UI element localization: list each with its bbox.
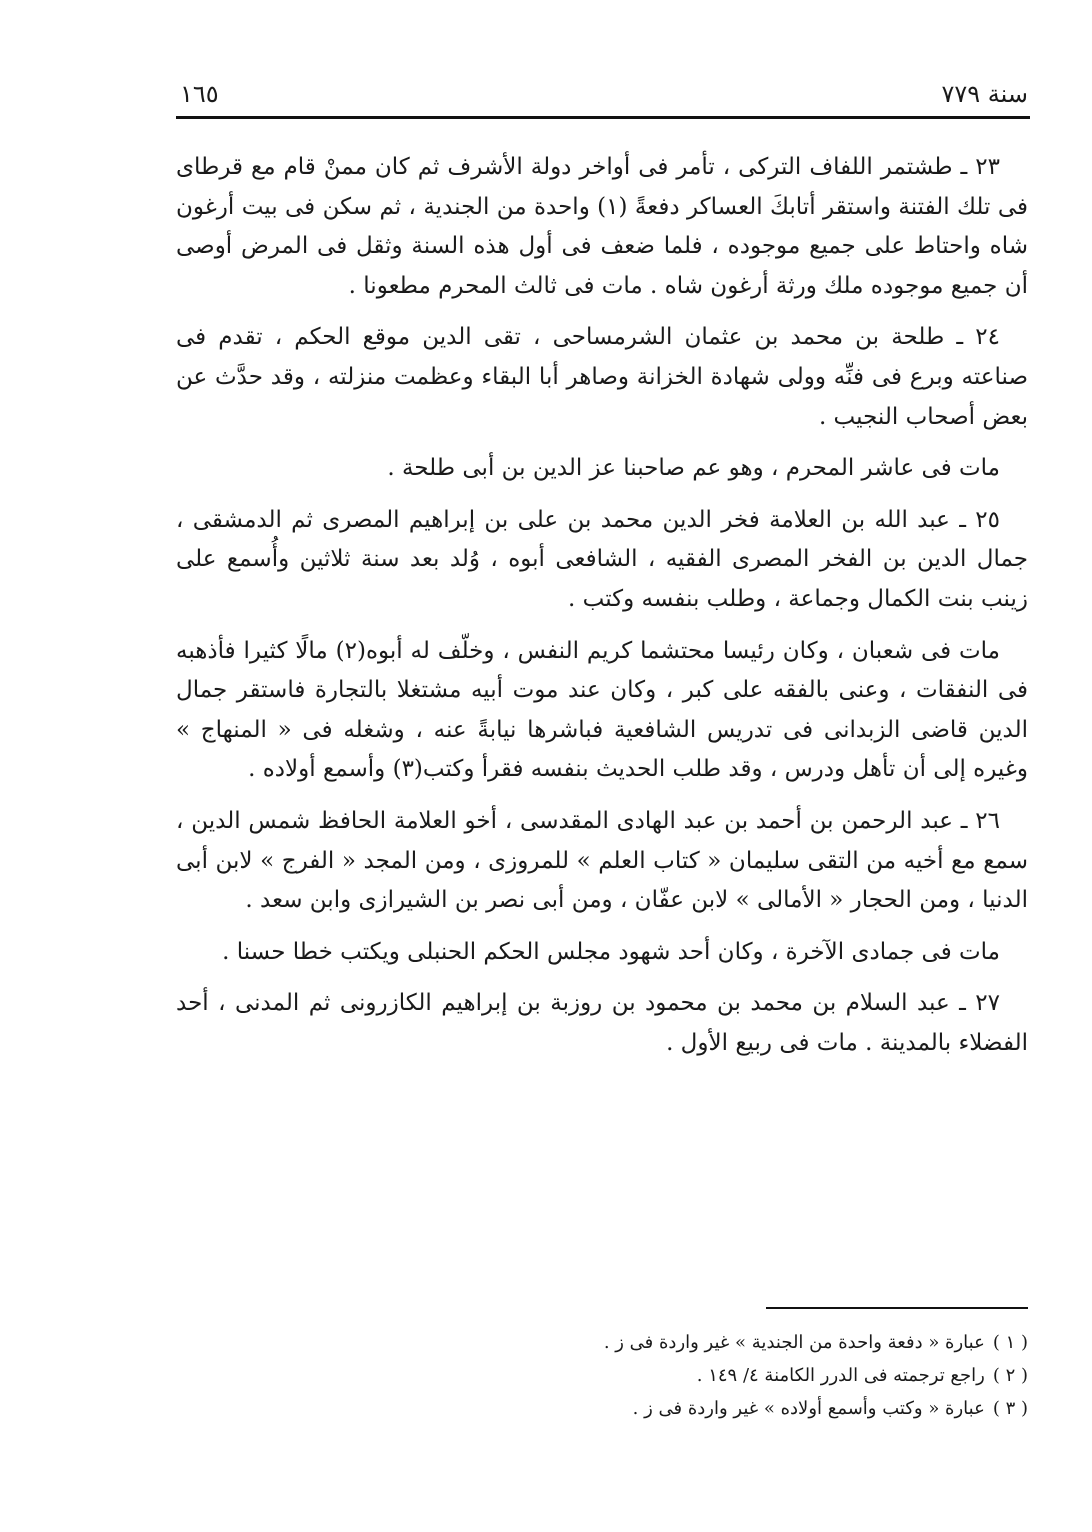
paragraph-entry-24-death: مات فى عاشر المحرم ، وهو عم صاحبنا عز الدين بن أبى طلحة . [387,455,1000,482]
running-head-year: سنة ٧٧٩ [941,80,1028,108]
paragraph-entry-27: ٢٧ ـ عبد السلام بن محمد بن محمود بن روزبة بن إبراهيم الكازرونى ثم المدنى ، أحد الفضلاء بالمدينة . مات فى ربيع الأول . [176,990,1028,1056]
footnote-3 [300,1392,1028,1425]
footnotes [300,1326,1028,1425]
paragraph-entry-24: ٢٤ ـ طلحة بن محمد بن عثمان الشرمساحى ، تقى الدين موقع الحكم ، تقدم فى صناعته وبرع فى فنِّه وولى شهادة الخزانة وصاهر أبا البقاء وعظمت منزلته ، وقد حدَّث عن بعض أصحاب النجيب . [176,324,1028,430]
header-rule [176,116,1030,119]
footnote-text: راجع ترجمته فى الدرر الكامنة ٤/ ١٤٩ . [696,1365,985,1386]
page-number: ١٦٥ [180,80,219,108]
paragraph-entry-25-death: مات فى شعبان ، وكان رئيسا محتشما كريم النفس ، وخلّف له أبوه(٢) مالًا كثيرا فأذهبه فى النفقات ، وعنى بالفقه على كبر ، وكان عند موت أبيه مشتغلا بالتجارة فاستقر جمال الدين قاضى الزبدانى فى تدريس الشافعية فباشرها نيابةً عنه ، وشغله فى « المنهاج » وغيره إلى أن تأهل ودرس ، وقد طلب الحديث بنفسه فقرأ وكتب(٣) وأسمع أولاده . [176,637,1028,783]
paragraph-entry-23: ٢٣ ـ طشتمر اللفاف التركى ، تأمر فى أواخر دولة الأشرف ثم كان ممنْ قام مع قرطاى فى تلك الفتنة واستقر أتابكَ العساكر دفعةً (١) واحدة من الجندية ، ثم سكن فى بيت أرغون شاه واحتاط على جميع موجوده ، فلما ضعف فى أول هذه السنة وثقل فى المرض أوصى أن جميع موجوده ملك ورثة أرغون شاه . مات فى ثالث المحرم مطعونا . [176,154,1028,299]
footnote-text: عبارة « دفعة واحدة من الجندية » غير واردة فى ز . [603,1332,985,1353]
footnote-marker: ( ٣ ) [992,1398,1028,1419]
paragraph-entry-26-death: مات فى جمادى الآخرة ، وكان أحد شهود مجلس الحكم الحنبلى ويكتب خطا حسنا . [222,938,1000,965]
running-head [176,80,1028,120]
footnote-rule [766,1307,1028,1309]
main-text [176,148,1028,1075]
footnote-1 [300,1326,1028,1359]
paragraph-entry-26: ٢٦ ـ عبد الرحمن بن أحمد بن عبد الهادى المقدسى ، أخو العلامة الحافظ شمس الدين ، سمع مع أخيه من التقى سليمان « كتاب العلم » للمروزى ، ومن المجد « الفرج » لابن أبى الدنيا ، ومن الحجار « الأمالى » لابن عفّان ، ومن أبى نصر بن الشيرازى وابن سعد . [176,807,1028,914]
footnote-2 [300,1359,1028,1392]
paragraph-entry-25: ٢٥ ـ عبد الله بن العلامة فخر الدين محمد بن على بن إبراهيم المصرى ثم الدمشقى ، جمال الدين بن الفخر المصرى الفقيه ، الشافعى أبوه ، وُلد بعد سنة ثلاثين وأُسمع على زينب بنت الكمال وجماعة ، وطلب بنفسه وكتب . [176,506,1028,612]
footnote-marker: ( ١ ) [992,1332,1028,1353]
footnote-text: عبارة « وكتب وأسمع أولاده » غير واردة فى ز . [632,1398,985,1419]
footnote-marker: ( ٢ ) [992,1365,1028,1386]
